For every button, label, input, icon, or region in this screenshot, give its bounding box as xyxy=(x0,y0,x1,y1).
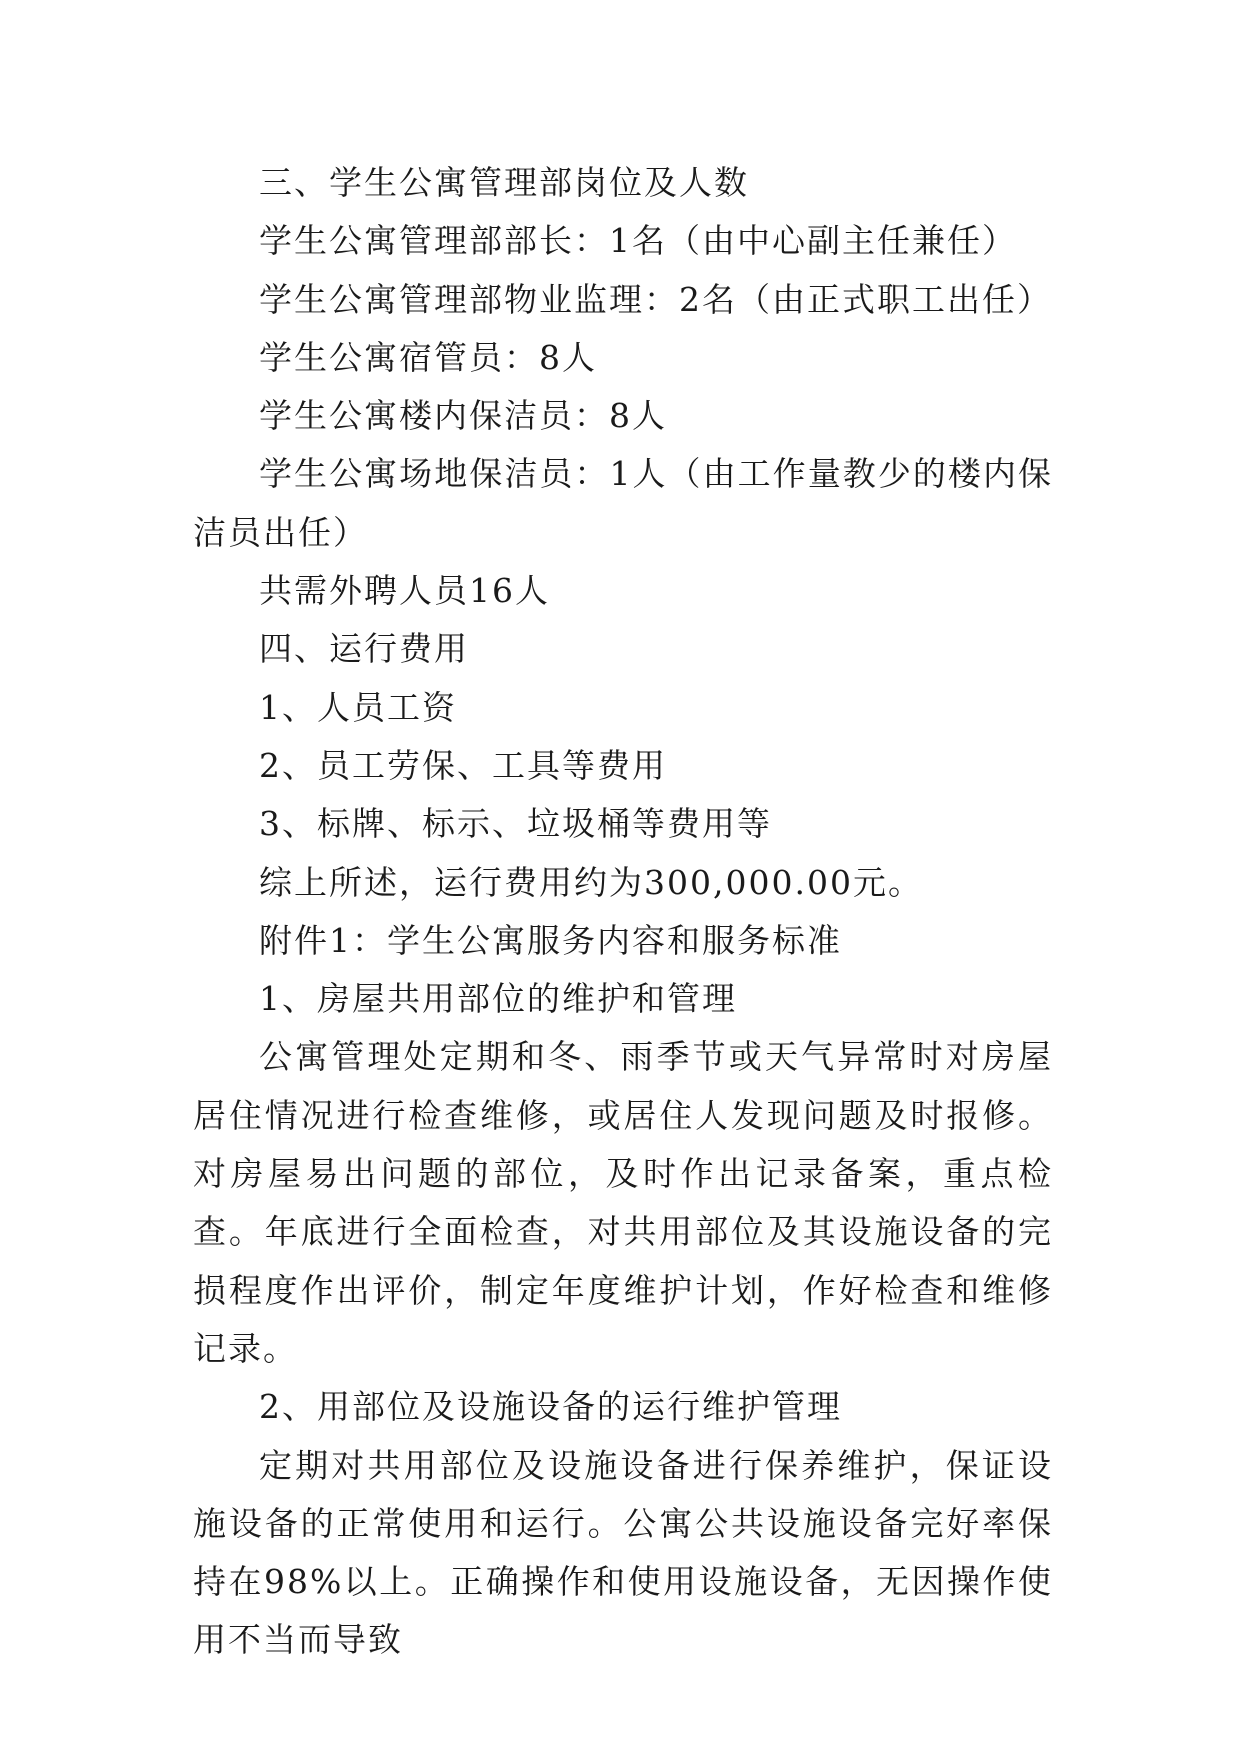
paragraph-cost-summary: 综上所述，运行费用约为300,000.00元。 xyxy=(259,862,923,902)
paragraph-property-supervisor: 学生公寓管理部物业监理：2名（由正式职工出任） xyxy=(259,279,1052,319)
list-item-wages: 1、人员工资 xyxy=(259,687,457,727)
subheading-common-areas: 1、房屋共用部位的维护和管理 xyxy=(259,979,737,1019)
list-item-signage: 3、标牌、标示、垃圾桶等费用等 xyxy=(259,804,772,844)
section-heading-positions: 三、学生公寓管理部岗位及人数 xyxy=(259,163,749,202)
paragraph-maintenance: 定期对共用部位及设施设备进行保养维护，保证设施设备的正常使用和运行。公寓公共设施设备完好率保持在98%以上。正确操作和使用设施设备，无因操作使用不当而导致 xyxy=(193,1445,1053,1660)
section-heading-operating-costs: 四、运行费用 xyxy=(259,629,469,669)
paragraph-indoor-cleaner: 学生公寓楼内保洁员：8人 xyxy=(259,396,667,436)
document-body xyxy=(193,154,1053,1670)
paragraph-site-cleaner: 学生公寓场地保洁员：1人（由工作量教少的楼内保洁员出任） xyxy=(193,454,1053,552)
paragraph-department-head: 学生公寓管理部部长：1名（由中心副主任兼任） xyxy=(259,221,1017,261)
paragraph-inspection: 公寓管理处定期和冬、雨季节或天气异常时对房屋居住情况进行检查维修，或居住人发现问题及时报修。对房屋易出问题的部位，及时作出记录备案，重点检查。年底进行全面检查，对共用部位及其设施设备的完损程度作出评价，制定年度维护计划，作好检查和维修记录。 xyxy=(193,1037,1053,1368)
paragraph-dorm-manager: 学生公寓宿管员：8人 xyxy=(259,337,597,377)
subheading-facility-maintenance: 2、用部位及设施设备的运行维护管理 xyxy=(259,1387,842,1427)
attachment-heading: 附件1：学生公寓服务内容和服务标准 xyxy=(259,920,842,960)
list-item-labor-protection: 2、员工劳保、工具等费用 xyxy=(259,745,667,785)
paragraph-total-staff: 共需外聘人员16人 xyxy=(259,571,550,611)
